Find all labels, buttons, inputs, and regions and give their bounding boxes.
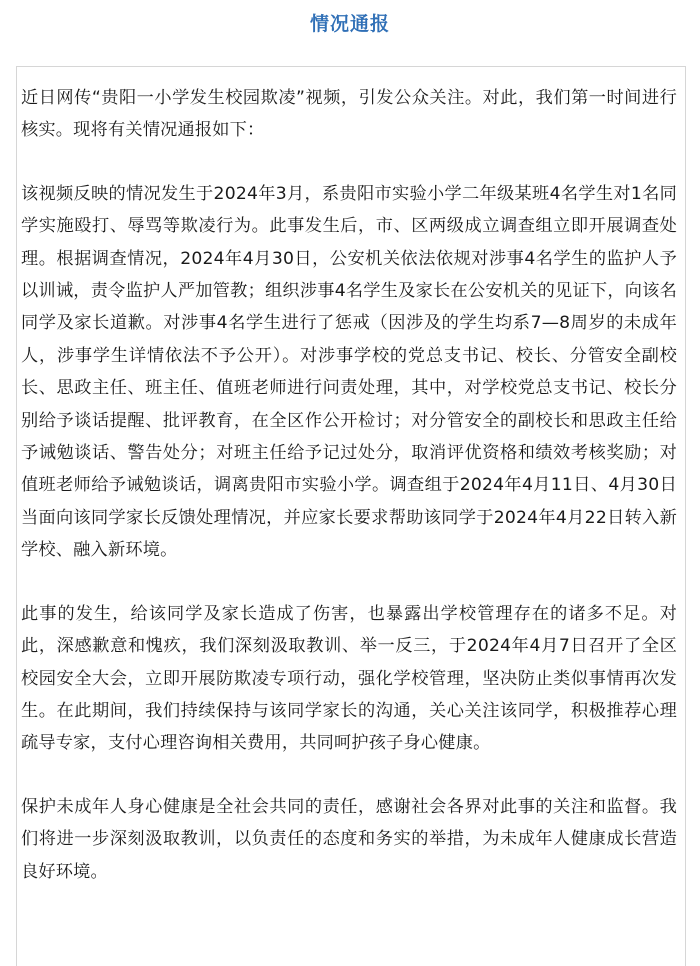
title-bar <box>0 0 700 48</box>
page-title: 情况通报 <box>309 13 390 35</box>
paragraph-details: 该视频反映的情况发生于2024年3月，系贵阳市实验小学二年级某班4名学生对1名同学实施殴打、辱骂等欺凌行为。此事发生后，市、区两级成立调查组立即开展调查处理。根据调查情况，2024年4月30日，公安机关依法依规对涉事4名学生的监护人予以训诫，责令监护人严加管教；组织涉事4名学生及家长在公安机关的见证下，向该名同学及家长道歉。对涉事4名学生进行了惩戒（因涉及的学生均系7—8周岁的未成年人，涉事学生详情依法不予公开）。对涉事学校的党总支书记、校长、分管安全副校长、思政主任、班主任、值班老师进行问责处理，其中，对学校党总支书记、校长分别给予谈话提醒、批评教育，在全区作公开检讨；对分管安全的副校长和思政主任给予诫勉谈话、警告处分；对班主任给予记过处分，取消评优资格和绩效考核奖励；对值班老师给予诫勉谈话，调离贵阳市实验小学。调查组于2024年4月11日、4月30日当面向该同学家长反馈处理情况，并应家长要求帮助该同学于2024年4月22日转入新学校、融入新环境。 <box>21 183 677 561</box>
paragraph-apology: 此事的发生，给该同学及家长造成了伤害，也暴露出学校管理存在的诸多不足。对此，深感歉意和愧疚，我们深刻汲取教训、举一反三，于2024年4月7日召开了全区校园安全大会，立即开展防欺凌专项行动，强化学校管理，坚决防止类似事情再次发生。在此期间，我们持续保持与该同学家长的沟通，关心关注该同学，积极推荐心理疏导专家，支付心理咨询相关费用，共同呵护孩子身心健康。 <box>21 603 677 754</box>
paragraph-closing: 保护未成年人身心健康是全社会共同的责任，感谢社会各界对此事的关注和监督。我们将进一步深刻汲取教训，以负责任的态度和务实的举措，为未成年人健康成长营造良好环境。 <box>21 796 677 882</box>
paragraph-intro: 近日网传“贵阳一小学发生校园欺凌”视频，引发公众关注。对此，我们第一时间进行核实。现将有关情况通报如下： <box>21 88 677 141</box>
notice-body <box>21 82 677 888</box>
